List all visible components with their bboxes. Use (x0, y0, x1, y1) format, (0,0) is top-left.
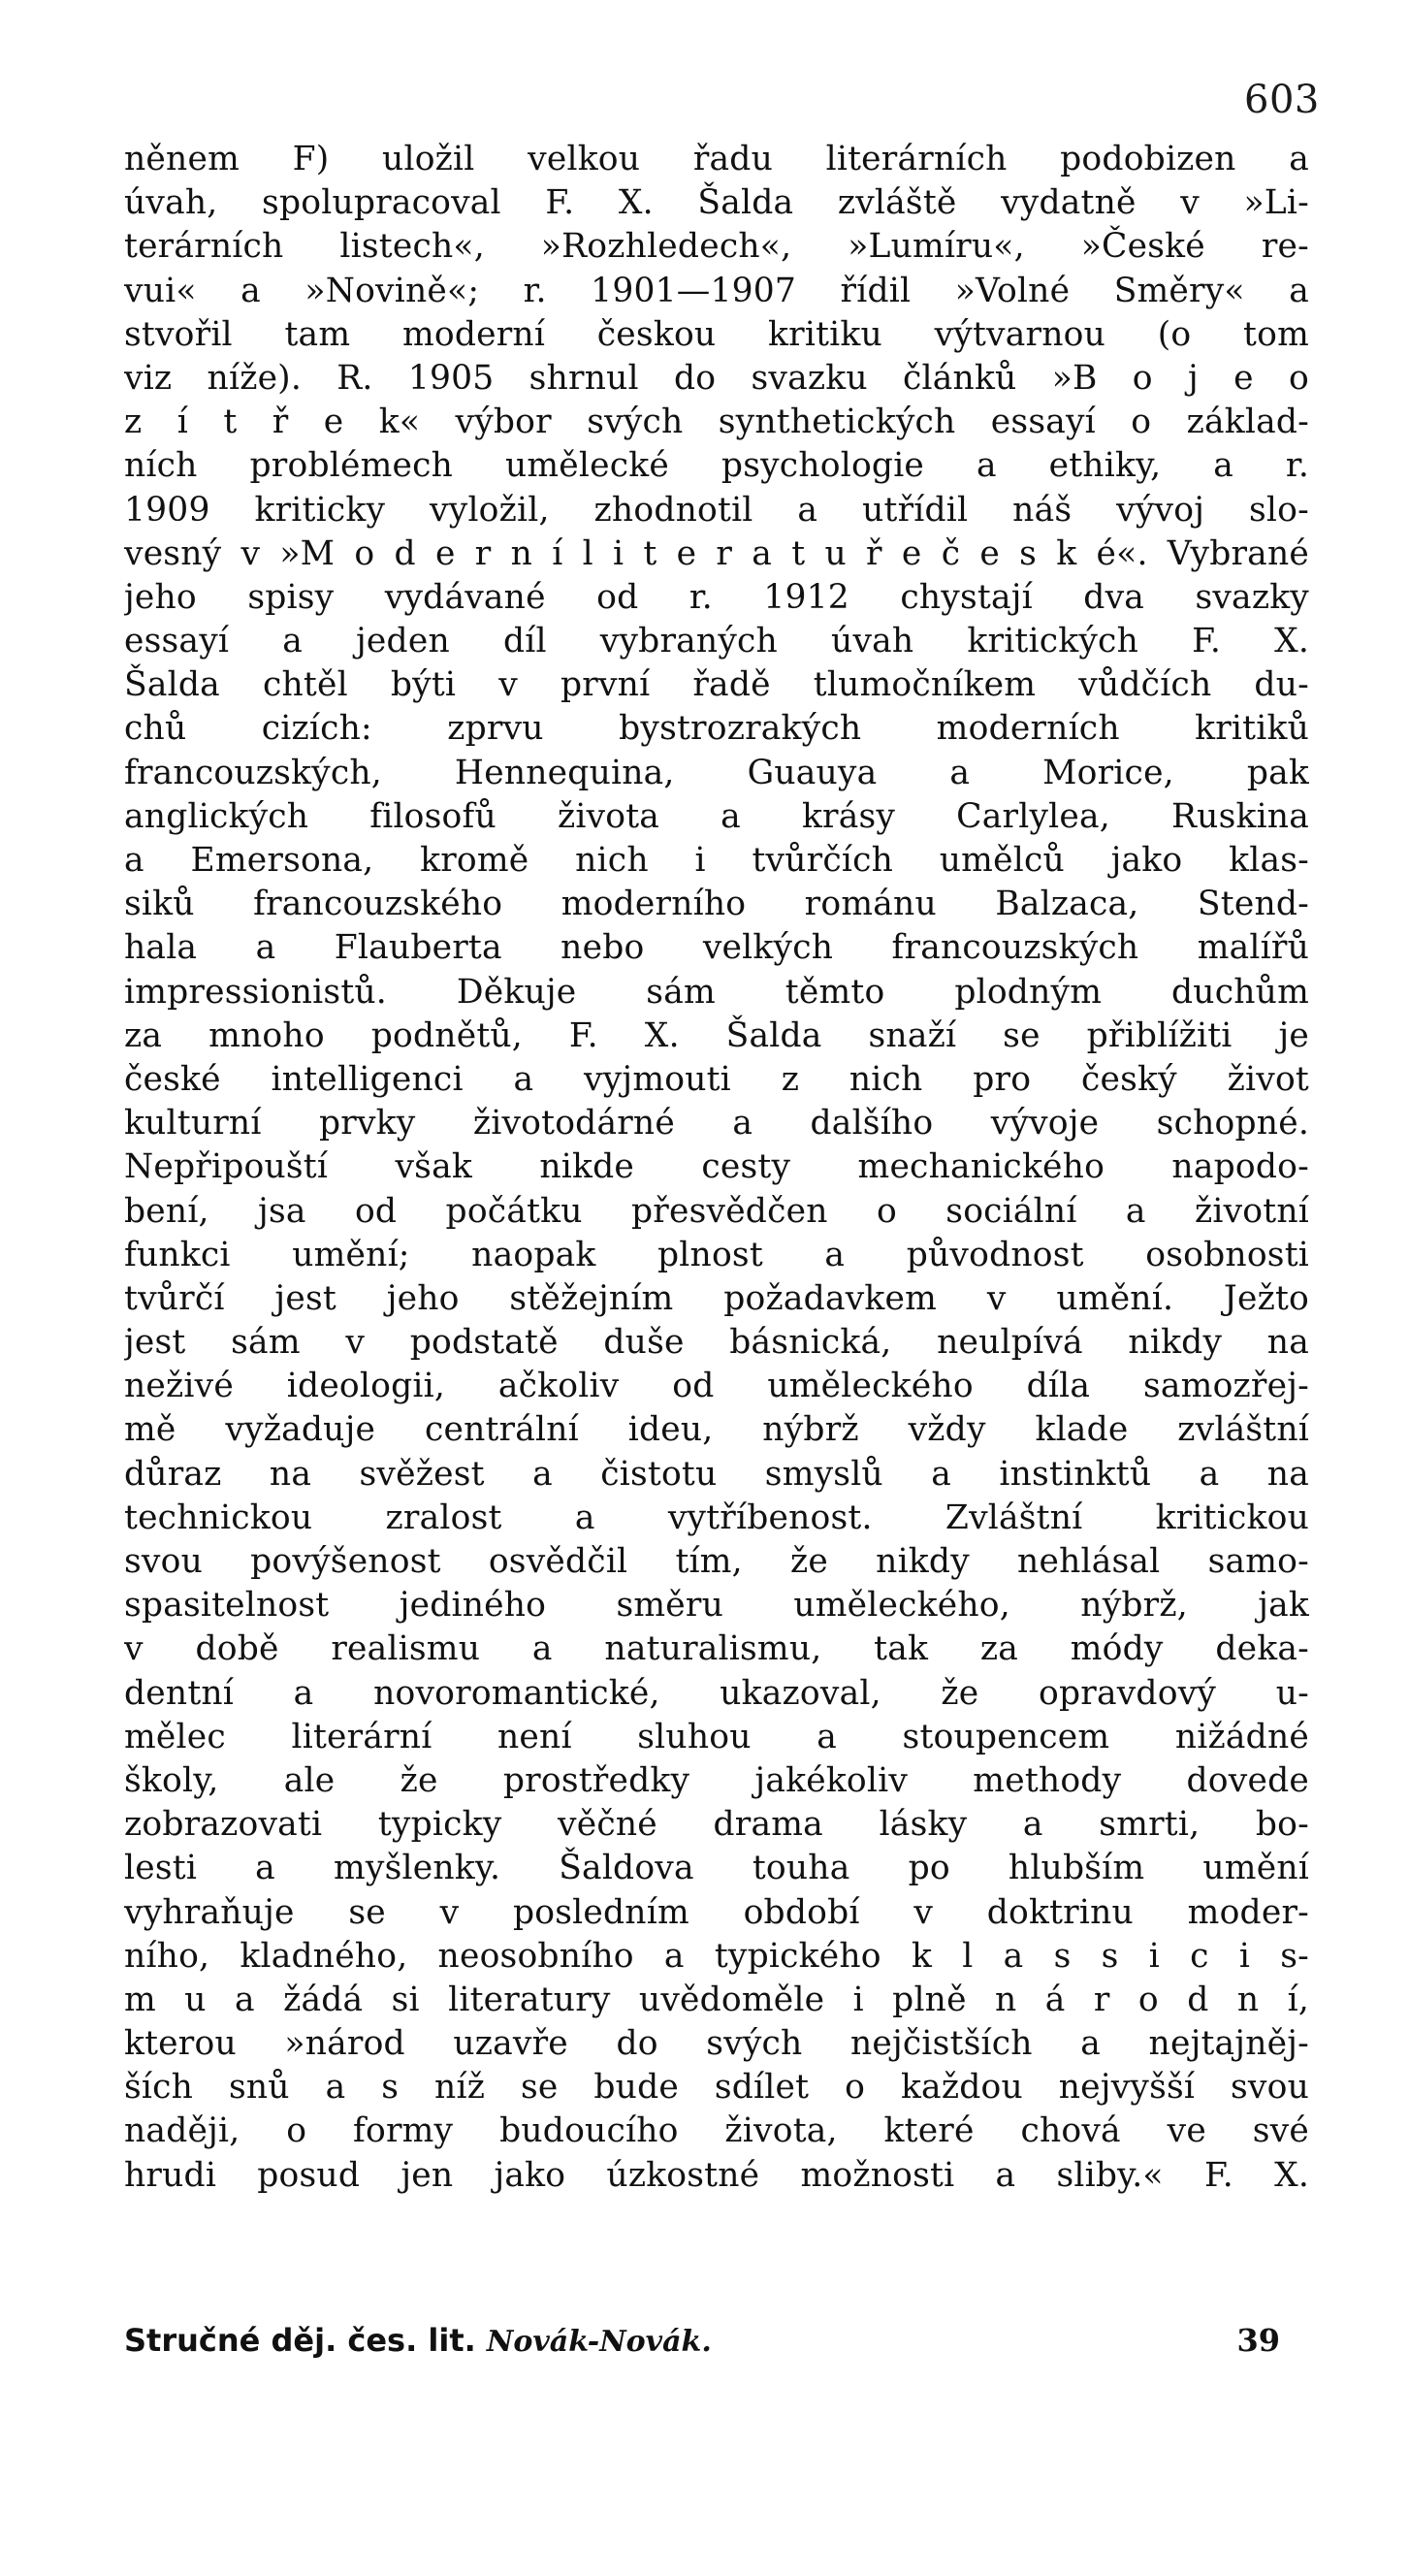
text-line: hala a Flauberta nebo velkých francouzských malířů (124, 928, 1309, 968)
text-line: jeho spisy vydávané od r. 1912 chystají dva svazky (124, 577, 1309, 617)
text-line: školy, ale že prostředky jakékoliv methody dovede (124, 1760, 1309, 1800)
text-line: lesti a myšlenky. Šaldova touha po hlubším umění (124, 1849, 1309, 1888)
text-line: ších snů a s níž se bude sdílet o každou nejvyšší svou (124, 2068, 1309, 2108)
text-line: ních problémech umělecké psychologie a ethiky, a r. (124, 446, 1309, 486)
text-line: funkci umění; naopak plnost a původnost osobnosti (124, 1235, 1309, 1274)
text-line: viz níže). R. 1905 shrnul do svazku článků »B o j e o (124, 358, 1309, 398)
text-line: z í t ř e k« výbor svých synthetických essayí o základ- (124, 402, 1309, 442)
text-line: v době realismu a naturalismu, tak za módy deka- (124, 1629, 1309, 1669)
text-line: ního, kladného, neosobního a typického k l a s s i c i s- (124, 1936, 1309, 1976)
text-line: hrudi posud jen jako úzkostné možnosti a sliby.« F. X. (124, 2155, 1309, 2195)
text-line: mělec literární není sluhou a stoupencem nižádné (124, 1717, 1309, 1756)
text-line: technickou zralost a vytříbenost. Zvláštní kritickou (124, 1497, 1309, 1537)
text-line: vui« a »Novině«; r. 1901—1907 řídil »Volné Směry« a (124, 271, 1309, 310)
text-line: kulturní prvky životodárné a dalšího vývoje schopné. (124, 1104, 1309, 1143)
text-line: chů cizích: zprvu bystrozrakých moderních kritiků (124, 709, 1309, 749)
text-line: essayí a jeden díl vybraných úvah kritických F. X. (124, 622, 1309, 661)
text-line: něnem F) uložil velkou řadu literárních podobizen a (124, 140, 1309, 178)
text-line: tvůrčí jest jeho stěžejním požadavkem v umění. Ježto (124, 1278, 1309, 1318)
text-line: francouzských, Hennequina, Guauya a Morice, pak (124, 753, 1309, 792)
footer-signature-title (124, 2316, 712, 2367)
text-line: kterou »národ uzavře do svých nejčistších a nejtajněj- (124, 2024, 1309, 2064)
text-line: dentní a novoromantické, ukazoval, že opravdový u- (124, 1673, 1309, 1713)
text-line: anglických filosofů života a krásy Carlylea, Ruskina (124, 796, 1309, 836)
body-text (124, 138, 1309, 2198)
text-line: důraz na svěžest a čistotu smyslů a instinktů a na (124, 1454, 1309, 1494)
text-line: terárních listech«, »Rozhledech«, »Lumíru«, »České re- (124, 227, 1309, 267)
page-footer (124, 2316, 1309, 2365)
text-line: impressionistů. Děkuje sám těmto plodným duchům (124, 972, 1309, 1012)
text-line: za mnoho podnětů, F. X. Šalda snaží se přiblížiti je (124, 1015, 1309, 1055)
text-line: Šalda chtěl býti v první řadě tlumočníkem vůdčích du- (124, 665, 1309, 705)
text-line: svou povýšenost osvědčil tím, že nikdy nehlásal samo- (124, 1542, 1309, 1581)
footer-authors: Novák-Novák. (486, 2325, 712, 2359)
text-line: m u a žádá si literatury uvědoměle i plně n á r o d n í, (124, 1980, 1309, 2019)
text-line: Nepřipouští však nikde cesty mechanického napodo- (124, 1147, 1309, 1187)
text-line: vesný v »M o d e r n í l i t e r a t u ř e č e s k é«. Vybrané (124, 533, 1309, 573)
footer-signature-number: 39 (1236, 2322, 1280, 2359)
text-line: stvořil tam moderní českou kritiku výtvarnou (o tom (124, 314, 1309, 354)
footer-book-title: Stručné děj. čes. lit. (124, 2322, 476, 2359)
text-line: české intelligenci a vyjmouti z nich pro český život (124, 1059, 1309, 1099)
text-line: naději, o formy budoucího života, které chová ve své (124, 2111, 1309, 2151)
text-line: jest sám v podstatě duše básnická, neulpívá nikdy na (124, 1323, 1309, 1363)
text-line: bení, jsa od počátku přesvědčen o sociální a životní (124, 1191, 1309, 1231)
text-line: úvah, spolupracoval F. X. Šalda zvláště vydatně v »Li- (124, 183, 1309, 223)
text-line: spasitelnost jediného směru uměleckého, nýbrž, jak (124, 1586, 1309, 1626)
text-line: mě vyžaduje centrální ideu, nýbrž vždy klade zvláštní (124, 1410, 1309, 1450)
page-number: 603 (1244, 78, 1320, 122)
text-line: zobrazovati typicky věčné drama lásky a smrti, bo- (124, 1805, 1309, 1845)
text-line: neživé ideologii, ačkoliv od uměleckého díla samozřej- (124, 1367, 1309, 1406)
text-line: siků francouzského moderního románu Balzaca, Stend- (124, 885, 1309, 924)
text-line: 1909 kriticky vyložil, zhodnotil a utřídil náš vývoj slo- (124, 490, 1309, 530)
text-line: vyhraňuje se v posledním období v doktrinu moder- (124, 1892, 1309, 1932)
text-line: a Emersona, kromě nich i tvůrčích umělců jako klas- (124, 841, 1309, 880)
